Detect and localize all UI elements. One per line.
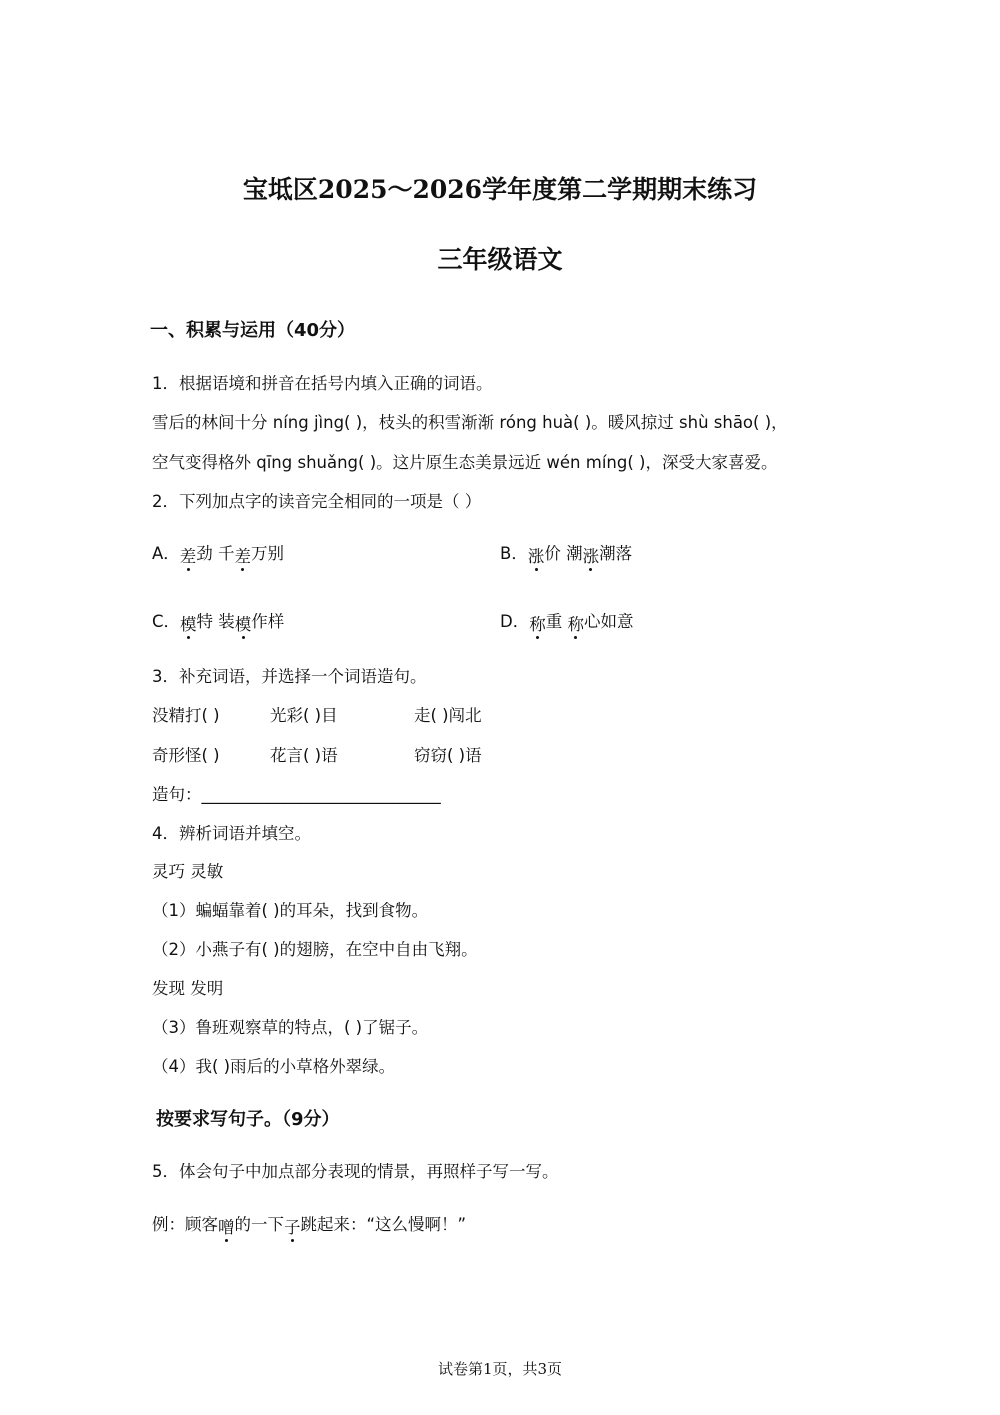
option-text: 特 装 bbox=[196, 612, 235, 631]
dotted-char: 差 bbox=[234, 547, 252, 566]
q3-sentence-line: 造句：_____________________________ bbox=[152, 785, 441, 804]
option-text: 万别 bbox=[251, 544, 285, 563]
option-text: 价 潮 bbox=[544, 544, 583, 563]
dotted-char: 称 bbox=[567, 615, 584, 634]
q3-blank-item: 没精打( ) bbox=[152, 706, 220, 725]
q4-item-2: （2）小燕子有( )的翅膀，在空中自由飞翔。 bbox=[152, 940, 478, 959]
option-text: 潮落 bbox=[599, 544, 633, 563]
q3-blank-item: 光彩( )目 bbox=[270, 706, 338, 725]
option-label: B． bbox=[500, 544, 528, 563]
q4-item-1: （1）蝙蝠靠着( )的耳朵，找到食物。 bbox=[152, 901, 429, 920]
dotted-char: 噌 bbox=[218, 1218, 235, 1237]
option-label: C． bbox=[152, 612, 181, 631]
option-text: 作样 bbox=[251, 612, 285, 631]
exam-title: 宝坻区2025～2026学年度第二学期期末练习 bbox=[242, 175, 758, 204]
option-label: D． bbox=[500, 612, 530, 631]
q4-stem: 4．辨析词语并填空。 bbox=[152, 824, 311, 843]
q2-option-c[interactable] bbox=[152, 608, 284, 632]
option-text: 心如意 bbox=[583, 612, 634, 631]
page-footer: 试卷第1页，共3页 bbox=[437, 1360, 563, 1378]
dotted-char: 称 bbox=[529, 615, 546, 634]
q5-stem: 5．体会句子中加点部分表现的情景，再照样子写一写。 bbox=[152, 1162, 559, 1181]
q4-item-4: （4）我( )雨后的小草格外翠绿。 bbox=[152, 1057, 396, 1076]
dotted-char: 差 bbox=[179, 547, 197, 566]
q4-item-3: （3）鲁班观察草的特点，( )了锯子。 bbox=[152, 1018, 429, 1037]
q3-row-2 bbox=[152, 742, 482, 766]
example-text: 的一下 bbox=[234, 1215, 284, 1234]
dotted-char: 涨 bbox=[527, 547, 545, 566]
q1-line-2: 空气变得格外 qīng shuǎng( )。这片原生态美景远近 wén míng( )，深受大家喜爱。 bbox=[152, 453, 778, 472]
q3-blank-item: 走( )闯北 bbox=[414, 706, 482, 725]
q1-stem: 1．根据语境和拼音在括号内填入正确的词语。 bbox=[152, 374, 493, 393]
q3-stem: 3．补充词语，并选择一个词语造句。 bbox=[152, 667, 427, 686]
exam-subtitle: 三年级语文 bbox=[437, 245, 563, 274]
dotted-char: 模 bbox=[234, 615, 252, 634]
q5-example bbox=[152, 1211, 466, 1235]
dotted-char: 模 bbox=[180, 615, 197, 634]
q2-option-b[interactable] bbox=[500, 540, 632, 564]
q3-blank-item: 花言( )语 bbox=[270, 746, 338, 765]
q3-blank-item: 窃窃( )语 bbox=[414, 746, 482, 765]
option-text: 重 bbox=[545, 612, 568, 631]
q4-word-pair-2: 发现 发明 bbox=[152, 979, 224, 998]
q3-blank-item: 奇形怪( ) bbox=[152, 746, 220, 765]
option-text: 劲 千 bbox=[196, 544, 235, 563]
q2-option-d[interactable] bbox=[500, 608, 633, 632]
q3-row-1 bbox=[152, 702, 482, 726]
q2-stem: 2．下列加点字的读音完全相同的一项是（ ） bbox=[152, 492, 482, 511]
q2-option-a[interactable] bbox=[152, 540, 284, 564]
section-heading-2: 按要求写句子。（9分） bbox=[156, 1109, 340, 1130]
option-label: A． bbox=[152, 544, 180, 563]
dotted-char: 子 bbox=[284, 1218, 301, 1237]
q1-line-1: 雪后的林间十分 níng jìng( )，枝头的积雪渐渐 róng huà( )。暖风掠过 shù shāo( )， bbox=[152, 413, 788, 432]
example-text: 跳起来：“这么慢啊！” bbox=[300, 1215, 467, 1234]
example-text: 例：顾客 bbox=[152, 1215, 218, 1234]
dotted-char: 涨 bbox=[582, 547, 600, 566]
q4-word-pair-1: 灵巧 灵敏 bbox=[152, 862, 224, 881]
section-heading-1: 一、积累与运用（40分） bbox=[150, 320, 356, 341]
